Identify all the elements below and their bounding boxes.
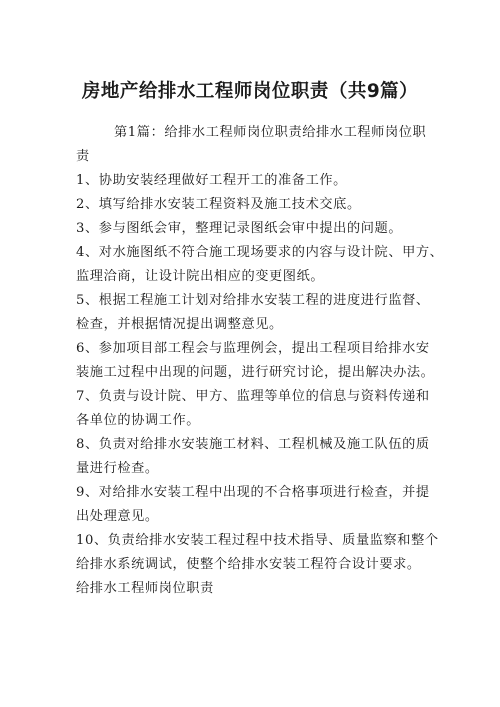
list-item: 9、对给排水安装工程中出现的不合格事项进行检查，并提 bbox=[76, 485, 430, 500]
paragraph-line: 第1篇：给排水工程师岗位职责给排水工程师岗位职 bbox=[114, 125, 427, 140]
list-item: 4、对水施图纸不符合施工现场要求的内容与设计院、甲方、 bbox=[76, 245, 444, 260]
document-title: 房地产给排水工程师岗位职责（共9篇） bbox=[81, 81, 419, 102]
list-item: 7、负责与设计院、甲方、监理等单位的信息与资料传递和 bbox=[76, 389, 430, 404]
list-item-continuation: 出处理意见。 bbox=[76, 509, 159, 524]
paragraph-line: 责 bbox=[76, 149, 90, 164]
list-item-continuation: 装施工过程中出现的问题，进行研究讨论，提出解决办法。 bbox=[76, 365, 435, 380]
list-item: 1、协助安装经理做好工程开工的准备工作。 bbox=[76, 173, 347, 188]
list-item-continuation: 检查，并根据情况提出调整意见。 bbox=[76, 317, 283, 332]
section-heading: 给排水工程师岗位职责 bbox=[76, 581, 214, 596]
list-item: 6、参加项目部工程会与监理例会，提出工程项目给排水安 bbox=[76, 341, 430, 356]
list-item: 2、填写给排水安装工程资料及施工技术交底。 bbox=[76, 197, 361, 212]
list-item-continuation: 各单位的协调工作。 bbox=[76, 413, 201, 428]
list-item-continuation: 监理洽商，让设计院出相应的变更图纸。 bbox=[76, 269, 325, 284]
list-item-continuation: 给排水系统调试，使整个给排水安装工程符合设计要求。 bbox=[76, 557, 421, 572]
list-item: 3、参与图纸会审，整理记录图纸会审中提出的问题。 bbox=[76, 221, 403, 236]
list-item-continuation: 量进行检查。 bbox=[76, 461, 159, 476]
list-item: 5、根据工程施工计划对给排水安装工程的进度进行监督、 bbox=[76, 293, 430, 308]
document-body bbox=[76, 121, 444, 601]
list-item: 8、负责对给排水安装施工材料、工程机械及施工队伍的质 bbox=[76, 437, 430, 452]
list-item: 10、负责给排水安装工程过程中技术指导、质量监察和整个 bbox=[76, 533, 439, 548]
